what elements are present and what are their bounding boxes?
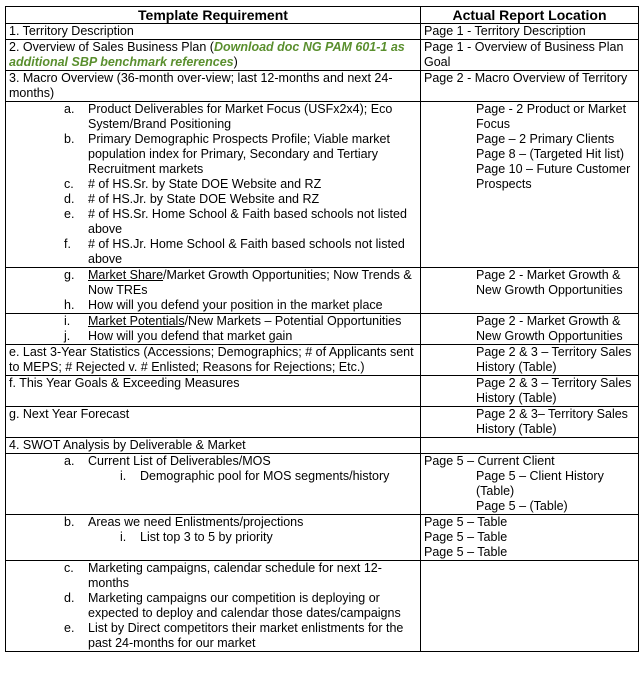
req-market-share: [6, 268, 421, 314]
req-territory-description: 1. Territory Description: [6, 24, 421, 40]
req-current-deliverables: [6, 454, 421, 515]
loc-market-share: Page 2 - Market Growth & New Growth Opportunities: [421, 268, 639, 314]
list-item: b. Areas we need Enlistments/projections: [64, 515, 304, 529]
list-item: j. How will you defend that market gain: [64, 329, 293, 343]
header-template-requirement: Template Requirement: [6, 7, 421, 24]
loc-next-year-forecast: Page 2 & 3– Territory Sales History (Table): [421, 407, 639, 438]
list-item: e. # of HS.Sr. Home School & Faith based schools not listed above: [64, 207, 407, 236]
list-item: d. # of HS.Jr. by State DOE Website and RZ: [64, 192, 320, 206]
table-row: [6, 314, 639, 345]
req-marketing-campaigns: [6, 561, 421, 652]
req-next-year-forecast: g. Next Year Forecast: [6, 407, 421, 438]
table-row: [6, 561, 639, 652]
list-item: i. Market Potentials/New Markets – Potential Opportunities: [64, 314, 402, 328]
list-item: a. Product Deliverables for Market Focus (USFx2x4); Eco System/Brand Positioning: [64, 102, 393, 131]
list-item: g. Market Share/Market Growth Opportunities; Now Trends & Now TREs: [64, 268, 412, 297]
req-macro-overview: 3. Macro Overview (36-month over-view; last 12-months and next 24-months): [6, 71, 421, 102]
loc-territory-description: Page 1 - Territory Description: [421, 24, 639, 40]
header-actual-report-location: Actual Report Location: [421, 7, 639, 24]
req-swot-analysis: 4. SWOT Analysis by Deliverable & Market: [6, 438, 421, 454]
table-row: [6, 40, 639, 71]
table-row: [6, 268, 639, 314]
list-item: i. List top 3 to 5 by priority: [120, 530, 273, 544]
list-item: b. Primary Demographic Prospects Profile; Viable market population index for Primary, Secondary and Tertiary Recruitment markets: [64, 132, 390, 176]
loc-current-deliverables: Page 5 – Current Client Page 5 – Client History (Table) Page 5 – (Table): [421, 454, 639, 515]
list-item: a. Current List of Deliverables/MOS: [64, 454, 271, 468]
list-item: c. # of HS.Sr. by State DOE Website and RZ: [64, 177, 322, 191]
list-item: c. Marketing campaigns, calendar schedule for next 12-months: [64, 561, 382, 590]
req-market-potentials: [6, 314, 421, 345]
list-item: f. # of HS.Jr. Home School & Faith based schools not listed above: [64, 237, 405, 266]
requirements-table: [5, 6, 639, 652]
loc-areas-enlistments: Page 5 – Table Page 5 – Table Page 5 – Table: [421, 515, 639, 561]
loc-last-3-year-statistics: Page 2 & 3 – Territory Sales History (Table): [421, 345, 639, 376]
req-last-3-year-statistics: e. Last 3-Year Statistics (Accessions; Demographics; # of Applicants sent to MEPS; # Rejected v. # Enlisted; Reasons for Rejections; Etc.): [6, 345, 421, 376]
req-this-year-goals: f. This Year Goals & Exceeding Measures: [6, 376, 421, 407]
table-row: [6, 376, 639, 407]
header-row: [6, 7, 639, 24]
req-product-demographics: [6, 102, 421, 268]
loc-product-demographics: Page - 2 Product or Market Focus Page – 2 Primary Clients Page 8 – (Targeted Hit list) Page 10 – Future Customer Prospects: [421, 102, 639, 268]
table-row: [6, 24, 639, 40]
table-row: [6, 71, 639, 102]
loc-this-year-goals: Page 2 & 3 – Territory Sales History (Table): [421, 376, 639, 407]
loc-marketing-campaigns: [421, 561, 639, 652]
list-item: i. Demographic pool for MOS segments/history: [120, 469, 390, 483]
req-overview-sales-plan: 2. Overview of Sales Business Plan (Download doc NG PAM 601-1 as additional SBP benchmark references): [6, 40, 421, 71]
table-row: [6, 515, 639, 561]
list-item: h. How will you defend your position in the market place: [64, 298, 383, 312]
loc-overview-business-plan: Page 1 - Overview of Business Plan Goal: [421, 40, 639, 71]
loc-macro-overview: Page 2 - Macro Overview of Territory: [421, 71, 639, 102]
table-row: [6, 454, 639, 515]
table-row: [6, 438, 639, 454]
table-row: [6, 345, 639, 376]
table-row: [6, 102, 639, 268]
download-link[interactable]: Download doc NG PAM 601-1 as additional SBP benchmark references: [9, 40, 405, 69]
loc-swot-analysis: [421, 438, 639, 454]
loc-market-potentials: Page 2 - Market Growth & New Growth Opportunities: [421, 314, 639, 345]
req-areas-enlistments: [6, 515, 421, 561]
list-item: d. Marketing campaigns our competition is deploying or expected to deploy and calendar those dates/campaigns: [64, 591, 401, 620]
table-row: [6, 407, 639, 438]
list-item: e. List by Direct competitors their market enlistments for the past 24-months for our market: [64, 621, 404, 650]
